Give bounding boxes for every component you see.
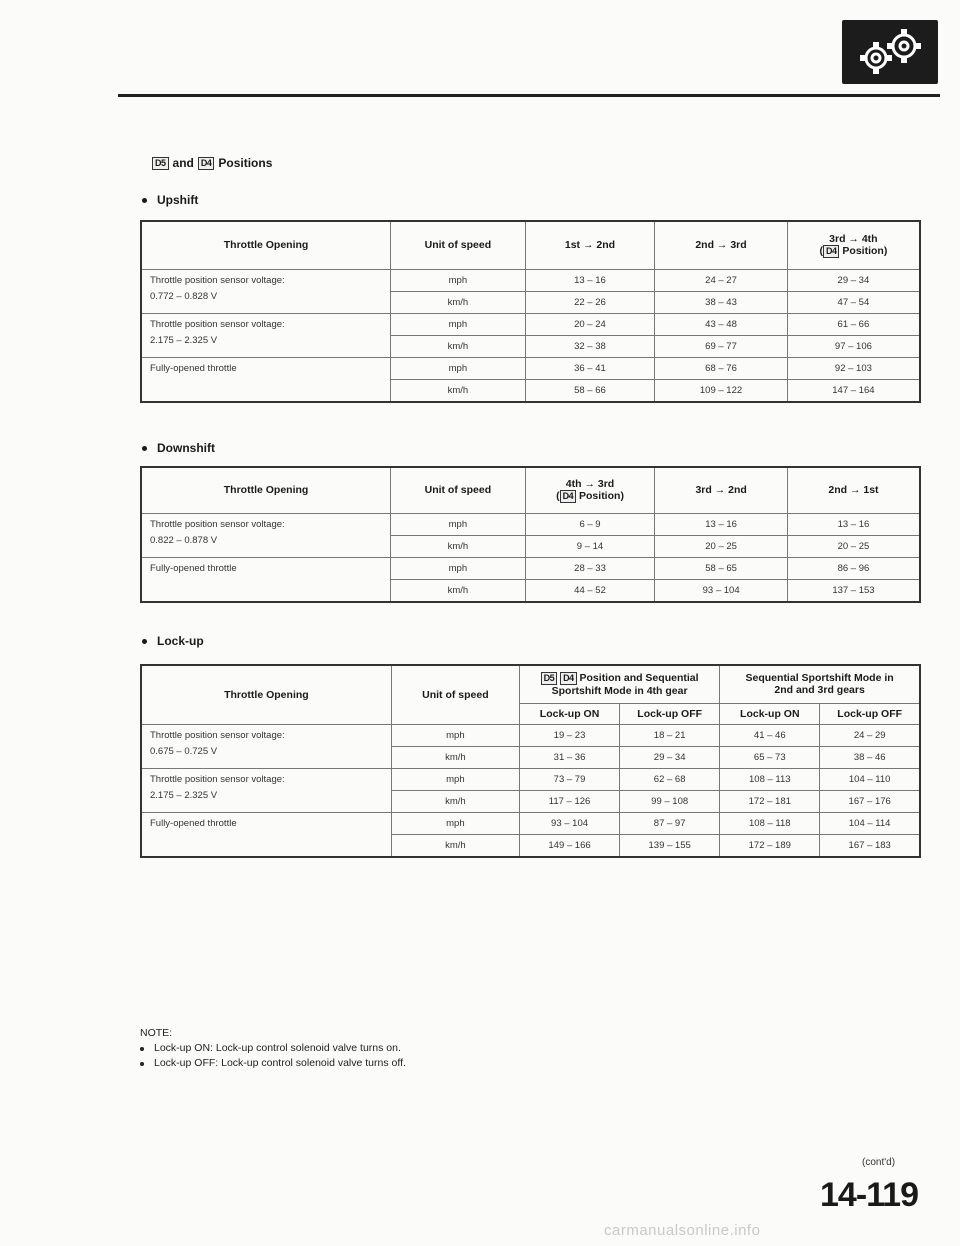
throttle-opening-cell <box>141 513 391 557</box>
table-cell: km/h <box>391 579 526 602</box>
table-cell: 20 – 25 <box>655 535 788 557</box>
bullet-icon <box>142 639 147 644</box>
table-cell: mph <box>391 557 526 579</box>
table-cell: 172 – 181 <box>720 790 820 812</box>
table-cell: km/h <box>391 746 519 768</box>
table-cell: 65 – 73 <box>720 746 820 768</box>
table-cell: 167 – 176 <box>820 790 920 812</box>
table-cell: 108 – 113 <box>720 768 820 790</box>
header-unit-of-speed: Unit of speed <box>391 467 526 513</box>
table-cell: 20 – 25 <box>787 535 920 557</box>
throttle-opening-cell <box>141 557 391 602</box>
continued-label: (cont'd) <box>862 1157 896 1168</box>
table-cell: 147 – 164 <box>787 379 920 402</box>
header-2nd-1st: 2nd → 1st <box>787 467 920 513</box>
table-row <box>141 269 920 291</box>
bullet-icon <box>140 1062 144 1066</box>
header-unit-of-speed: Unit of speed <box>391 221 526 269</box>
lockup-title: Lock-up <box>142 634 204 648</box>
page-number: 14-119 <box>820 1176 918 1214</box>
header-1st-2nd: 1st → 2nd <box>525 221 655 269</box>
table-cell: km/h <box>391 834 519 857</box>
table-cell: 104 – 110 <box>820 768 920 790</box>
note-section <box>140 1026 406 1071</box>
table-cell: 97 – 106 <box>787 335 920 357</box>
throttle-opening-cell <box>141 768 391 812</box>
table-cell: 38 – 46 <box>820 746 920 768</box>
table-cell: 6 – 9 <box>525 513 655 535</box>
table-cell: km/h <box>391 790 519 812</box>
throttle-opening-text: Throttle position sensor voltage: <box>150 518 285 530</box>
lockup-table <box>140 664 921 858</box>
table-cell: 18 – 21 <box>620 724 720 746</box>
table-cell: 167 – 183 <box>820 834 920 857</box>
throttle-opening-text: Fully-opened throttle <box>150 362 237 374</box>
bullet-icon <box>142 446 147 451</box>
header-2nd-3rd: 2nd → 3rd <box>655 221 788 269</box>
d5-box: D5 <box>152 157 169 170</box>
header-3rd-2nd: 3rd → 2nd <box>655 467 788 513</box>
throttle-opening-text: Throttle position sensor voltage: <box>150 773 285 785</box>
table-cell: 61 – 66 <box>787 313 920 335</box>
table-cell: 41 – 46 <box>720 724 820 746</box>
table-cell: 31 – 36 <box>519 746 619 768</box>
table-cell: 139 – 155 <box>620 834 720 857</box>
table-cell: mph <box>391 357 526 379</box>
table-cell: 44 – 52 <box>525 579 655 602</box>
header-rule <box>118 94 940 97</box>
table-cell: 99 – 108 <box>620 790 720 812</box>
header-lockup-on: Lock-up ON <box>519 703 619 724</box>
table-cell: 149 – 166 <box>519 834 619 857</box>
table-cell: 137 – 153 <box>787 579 920 602</box>
throttle-opening-cell <box>141 357 391 402</box>
table-cell: km/h <box>391 379 526 402</box>
header-lockup-off: Lock-up OFF <box>820 703 920 724</box>
table-cell: 69 – 77 <box>655 335 788 357</box>
d4-box: D4 <box>560 672 577 685</box>
table-row <box>141 724 920 746</box>
table-cell: km/h <box>391 535 526 557</box>
table-row <box>141 768 920 790</box>
table-cell: 43 – 48 <box>655 313 788 335</box>
table-cell: mph <box>391 812 519 834</box>
table-cell: mph <box>391 724 519 746</box>
table-cell: 73 – 79 <box>519 768 619 790</box>
table-cell: 93 – 104 <box>519 812 619 834</box>
table-cell: 93 – 104 <box>655 579 788 602</box>
table-cell: 47 – 54 <box>787 291 920 313</box>
table-cell: mph <box>391 768 519 790</box>
table-cell: mph <box>391 313 526 335</box>
table-cell: mph <box>391 513 526 535</box>
header-3rd-4th: 3rd → 4th ( D4 Position) <box>787 221 920 269</box>
table-cell: 29 – 34 <box>787 269 920 291</box>
header-throttle-opening: Throttle Opening <box>141 467 391 513</box>
table-cell: 13 – 16 <box>655 513 788 535</box>
table-cell: km/h <box>391 335 526 357</box>
table-row <box>141 557 920 579</box>
throttle-opening-text: 0.772 – 0.828 V <box>150 290 218 302</box>
table-cell: 36 – 41 <box>525 357 655 379</box>
table-row <box>141 313 920 335</box>
note-title: NOTE: <box>140 1027 173 1039</box>
d4-box: D4 <box>823 245 840 258</box>
table-cell: 29 – 34 <box>620 746 720 768</box>
throttle-opening-cell <box>141 812 391 857</box>
table-row <box>141 357 920 379</box>
d5-box: D5 <box>541 672 558 685</box>
table-cell: 28 – 33 <box>525 557 655 579</box>
table-cell: 19 – 23 <box>519 724 619 746</box>
bullet-icon <box>142 198 147 203</box>
table-cell: 104 – 114 <box>820 812 920 834</box>
header-unit-of-speed: Unit of speed <box>391 665 519 724</box>
list-item: Lock-up OFF: Lock-up control solenoid valve turns off. <box>140 1056 406 1071</box>
table-cell: 172 – 189 <box>720 834 820 857</box>
table-cell: 86 – 96 <box>787 557 920 579</box>
table-cell: 24 – 29 <box>820 724 920 746</box>
section-heading: D5 and D4 Positions <box>152 156 272 170</box>
bullet-icon <box>140 1047 144 1051</box>
table-cell: 32 – 38 <box>525 335 655 357</box>
d4-box: D4 <box>560 490 577 503</box>
table-cell: 58 – 66 <box>525 379 655 402</box>
throttle-opening-cell <box>141 313 391 357</box>
throttle-opening-cell <box>141 724 391 768</box>
table-cell: mph <box>391 269 526 291</box>
throttle-opening-text: 2.175 – 2.325 V <box>150 334 218 346</box>
table-cell: 87 – 97 <box>620 812 720 834</box>
upshift-title: Upshift <box>142 193 198 207</box>
throttle-opening-text: Fully-opened throttle <box>150 817 237 829</box>
header-lockup-off: Lock-up OFF <box>620 703 720 724</box>
table-cell: 38 – 43 <box>655 291 788 313</box>
downshift-table <box>140 466 921 603</box>
gears-icon <box>842 20 938 84</box>
throttle-opening-cell <box>141 269 391 313</box>
table-row <box>141 812 920 834</box>
table-cell: 117 – 126 <box>519 790 619 812</box>
table-cell: 22 – 26 <box>525 291 655 313</box>
table-cell: 24 – 27 <box>655 269 788 291</box>
table-row <box>141 513 920 535</box>
header-sequential-sportshift: Sequential Sportshift Mode in 2nd and 3rd gears <box>720 665 920 703</box>
table-cell: 92 – 103 <box>787 357 920 379</box>
table-cell: 68 – 76 <box>655 357 788 379</box>
table-cell: 58 – 65 <box>655 557 788 579</box>
table-cell: 109 – 122 <box>655 379 788 402</box>
table-cell: 9 – 14 <box>525 535 655 557</box>
throttle-opening-text: Throttle position sensor voltage: <box>150 729 285 741</box>
header-d5-d4-position: D5 D4 Position and Sequential Sportshift Mode in 4th gear <box>519 665 719 703</box>
list-item: Lock-up ON: Lock-up control solenoid valve turns on. <box>140 1041 406 1056</box>
table-cell: 62 – 68 <box>620 768 720 790</box>
header-lockup-on: Lock-up ON <box>720 703 820 724</box>
header-throttle-opening: Throttle Opening <box>141 221 391 269</box>
table-cell: 20 – 24 <box>525 313 655 335</box>
upshift-table <box>140 220 921 403</box>
downshift-title: Downshift <box>142 441 215 455</box>
header-4th-3rd: 4th → 3rd ( D4 Position) <box>525 467 655 513</box>
table-cell: 13 – 16 <box>525 269 655 291</box>
throttle-opening-text: Throttle position sensor voltage: <box>150 274 285 286</box>
d4-box: D4 <box>198 157 215 170</box>
header-throttle-opening: Throttle Opening <box>141 665 391 724</box>
watermark: carmanualsonline.info <box>604 1222 761 1239</box>
table-cell: km/h <box>391 291 526 313</box>
throttle-opening-text: Fully-opened throttle <box>150 562 237 574</box>
throttle-opening-text: 2.175 – 2.325 V <box>150 789 218 801</box>
table-cell: 13 – 16 <box>787 513 920 535</box>
throttle-opening-text: 0.822 – 0.878 V <box>150 534 218 546</box>
throttle-opening-text: 0.675 – 0.725 V <box>150 745 218 757</box>
table-cell: 108 – 118 <box>720 812 820 834</box>
throttle-opening-text: Throttle position sensor voltage: <box>150 318 285 330</box>
